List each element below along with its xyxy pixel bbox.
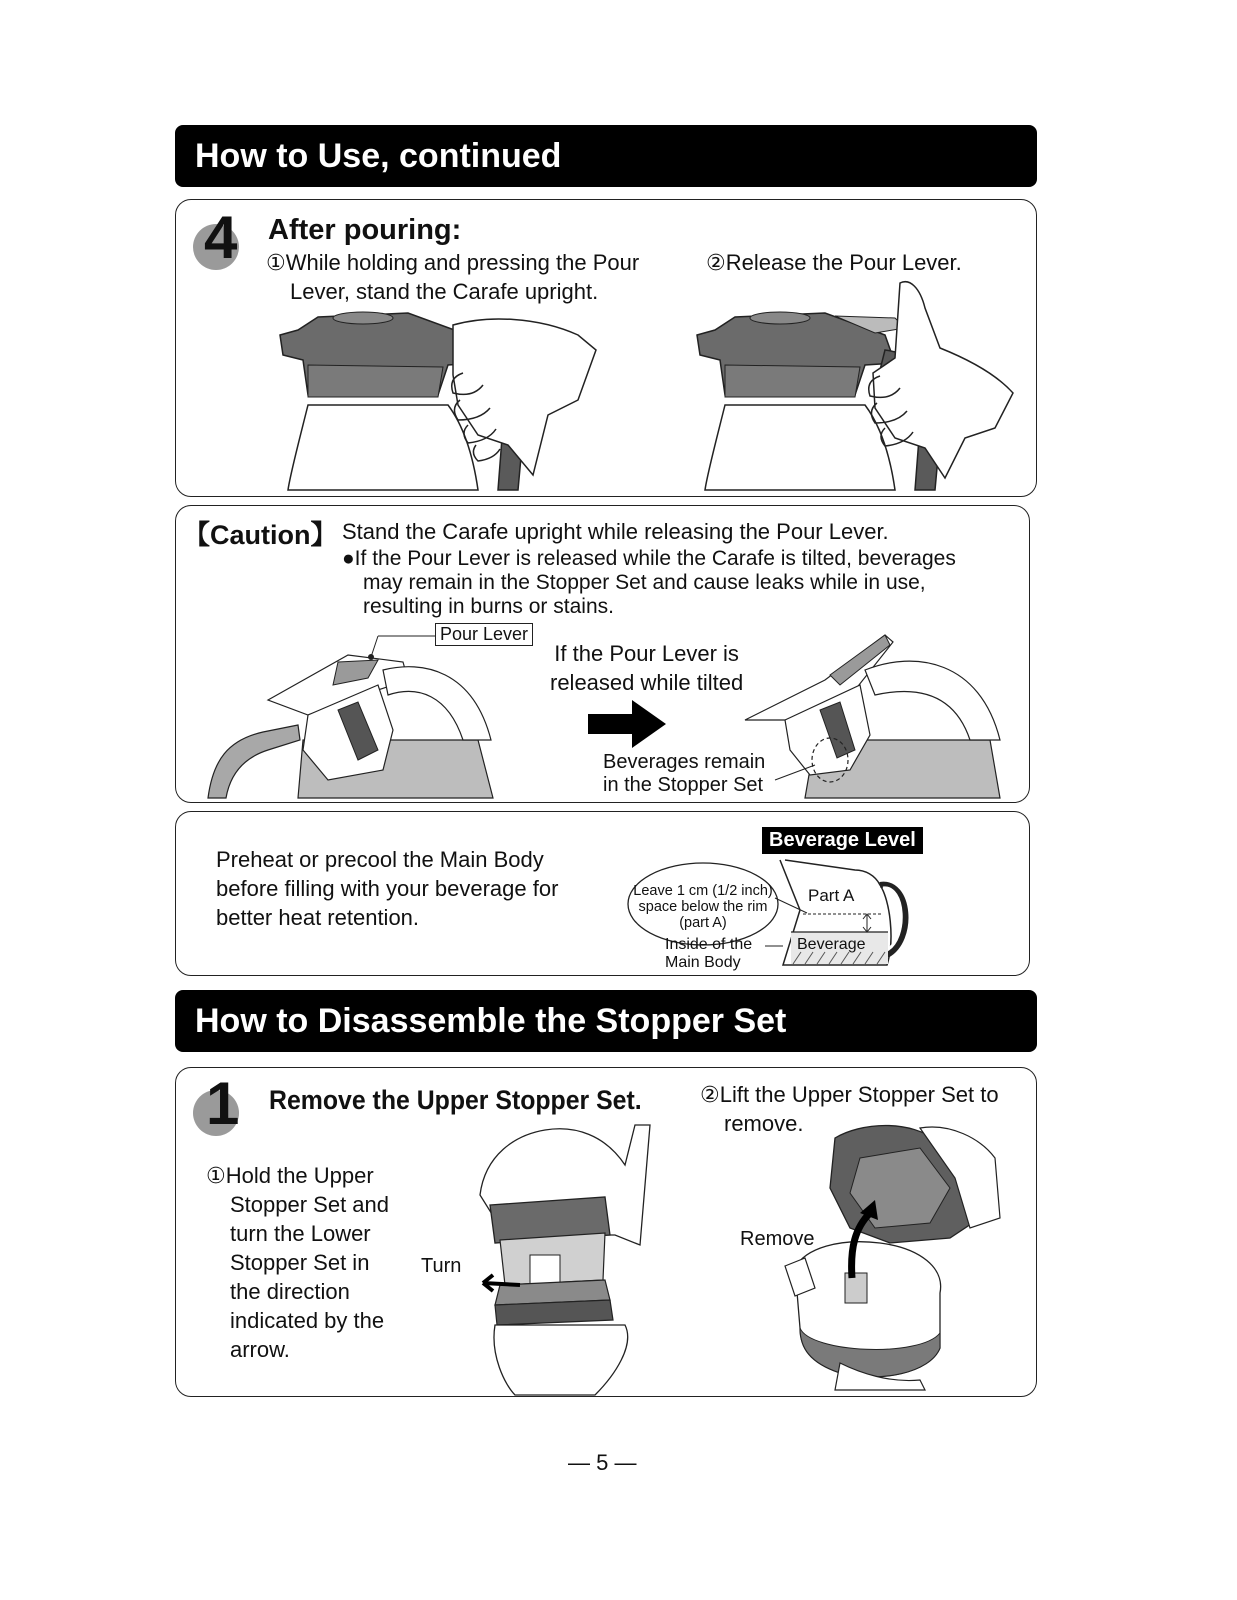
inside-main-body-label <box>665 936 752 972</box>
leave-line3: (part A) <box>679 915 727 931</box>
leave-space-note <box>628 883 778 931</box>
step4-sub2: ②Release the Pour Lever. <box>706 250 962 275</box>
step1-sub1-line: turn the Lower <box>230 1221 371 1246</box>
step4-heading: After pouring: <box>268 214 462 246</box>
preheat-line2: before filling with your beverage for <box>216 876 559 901</box>
caution-bullet-line2: may remain in the Stopper Set and cause leaks while in use, <box>363 571 926 594</box>
remain-line1: Beverages remain <box>603 751 766 773</box>
step1-heading: Remove the Upper Stopper Set. <box>269 1085 642 1115</box>
preheat-line3: better heat retention. <box>216 905 420 930</box>
leave-line1: Leave 1 cm (1/2 inch) <box>633 883 773 899</box>
stopper-tilted-cross-section <box>745 630 1005 798</box>
step1-sub1-line: ①Hold the Upper <box>206 1163 374 1188</box>
remove-upper-stopper-illustration <box>780 1118 1005 1390</box>
preheat-line1: Preheat or precool the Main Body <box>216 847 544 872</box>
leave-line2: space below the rim <box>638 899 768 915</box>
remove-label: Remove <box>740 1228 815 1250</box>
beverage-level-badge: Beverage Level <box>762 827 923 854</box>
page-number: — 5 — <box>568 1450 637 1475</box>
step1-sub1-line: the direction <box>230 1279 350 1304</box>
carafe-release-lever-illustration <box>695 278 1025 490</box>
caution-bullet <box>342 547 956 619</box>
beverages-remain-text <box>603 751 765 797</box>
step4-sub1-line1: ①While holding and pressing the Pour <box>266 250 640 275</box>
pour-lever-label: Pour Lever <box>435 623 533 646</box>
caution-bullet-line3: resulting in burns or stains. <box>363 595 614 618</box>
released-line2: released while tilted <box>550 670 744 695</box>
inside-line2: Main Body <box>665 954 741 971</box>
section-title-how-to-use: How to Use, continued <box>175 125 1037 187</box>
step1-sub1 <box>206 1161 389 1364</box>
step1-sub2-line1: ②Lift the Upper Stopper Set to <box>700 1082 999 1107</box>
caution-main-text: Stand the Carafe upright while releasing the Pour Lever. <box>342 519 889 544</box>
step1-sub1-line: arrow. <box>230 1337 290 1362</box>
caution-bullet-line1: ●If the Pour Lever is released while the Carafe is tilted, beverages <box>342 547 956 570</box>
step4-sub1 <box>266 248 639 306</box>
stopper-upright-cross-section <box>208 640 498 798</box>
inside-line1: Inside of the <box>665 936 753 953</box>
step1-sub1-line: Stopper Set and <box>230 1192 390 1217</box>
step1-sub1-line: Stopper Set in <box>230 1250 370 1275</box>
beverage-label: Beverage <box>797 936 866 953</box>
released-line1: If the Pour Lever is <box>554 641 739 666</box>
preheat-text <box>216 845 558 932</box>
carafe-pressing-lever-illustration <box>278 305 608 490</box>
step4-number: 4 <box>204 204 238 271</box>
step4-sub1-line2: Lever, stand the Carafe upright. <box>290 279 599 304</box>
right-arrow-icon <box>588 700 668 748</box>
part-a-label: Part A <box>808 886 855 905</box>
turn-label: Turn <box>421 1255 462 1277</box>
remain-line2: in the Stopper Set <box>603 774 764 796</box>
step1-sub2-line2: remove. <box>724 1111 804 1136</box>
section-title-disassemble: How to Disassemble the Stopper Set <box>175 990 1037 1052</box>
released-while-tilted-text <box>550 639 743 697</box>
page-number-value: 5 <box>596 1450 609 1475</box>
step1-number: 1 <box>206 1070 240 1137</box>
caution-label: 【Caution】 <box>183 520 338 550</box>
step1-sub1-line: indicated by the <box>230 1308 385 1333</box>
turn-stopper-illustration <box>475 1125 655 1395</box>
